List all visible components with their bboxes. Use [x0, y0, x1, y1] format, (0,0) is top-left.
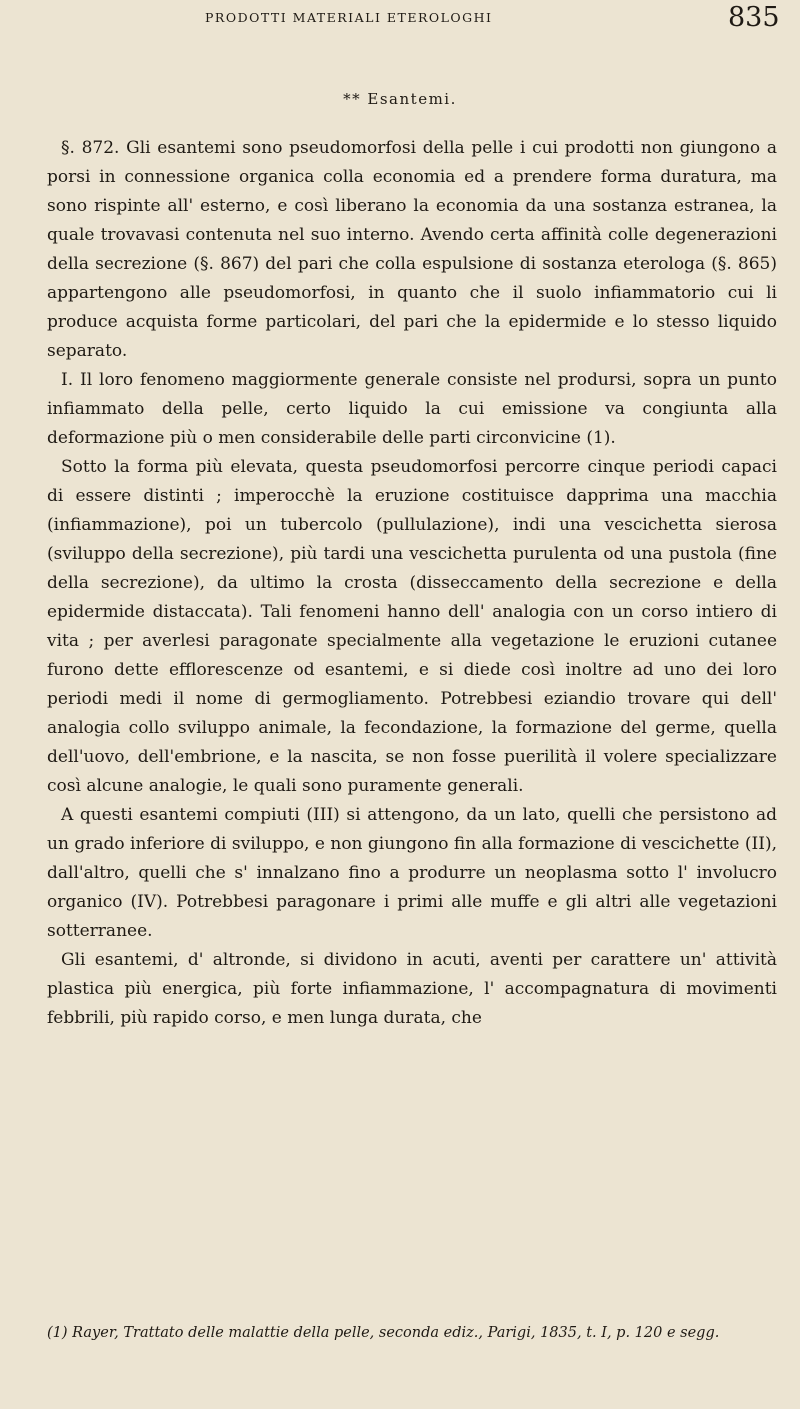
- paragraph-i: I. Il loro fenomeno maggiormente generale consiste nel prodursi, sopra un punto infiammato della pelle, certo liquido la cui emissione va congiunta alla deformazione più o men considerabile delle parti circonvicine (1).: [47, 370, 777, 448]
- section-heading: ** Esantemi.: [343, 90, 457, 108]
- running-head: PRODOTTI MATERIALI ETEROLOGHI: [205, 10, 493, 25]
- paragraph-872: §. 872. Gli esantemi sono pseudomorfosi della pelle i cui prodotti non giungono a porsi in connessione organica colla economia ed a prendere forma duratura, ma sono rispinte all' esterno, e così liberano la economia da una sostanza estranea, la quale trovavasi contenuta nel suo interno. Avendo certa affinità colle degenerazioni della secrezione (§. 867) del pari che colla espulsione di sostanza eterologa (§. 865) appartengono alle pseudomorfosi, in quanto che il suolo infiammatorio cui li produce acquista forme particolari, del pari che la epidermide e lo stesso liquido separato.: [47, 138, 777, 361]
- body-text: [47, 134, 777, 1033]
- paragraph-forma-elevata: Sotto la forma più elevata, questa pseudomorfosi percorre cinque periodi capaci di essere distinti ; imperocchè la eruzione costituisce dapprima una macchia (infiammazione), poi un tubercolo (pullulazione), indi una vescichetta sierosa (sviluppo della secrezione), più tardi una vescichetta purulenta od una pustola (fine della secrezione), da ultimo la crosta (disseccamento della secrezione e della epidermide distaccata). Tali fenomeni hanno dell' analogia con un corso intiero di vita ; per averlesi paragonate specialmente alla vegetazione le eruzioni cutanee furono dette efflorescenze od esantemi, e si diede così inoltre ad uno dei loro periodi medi il nome di germogliamento. Potrebbesi eziandio trovare qui dell' analogia collo sviluppo animale, la fecondazione, la formazione del germe, quella dell'uovo, dell'embrione, e la nascita, se non fosse puerilità il volere specializzare così alcune analogie, le quali sono puramente generali.: [47, 457, 777, 796]
- paragraph-acuti: Gli esantemi, d' altronde, si dividono in acuti, aventi per carattere un' attività plastica più energica, più forte infiammazione, l' accompagnatura di movimenti febbrili, più rapido corso, e men lunga durata, che: [47, 950, 777, 1028]
- page-number: 835: [728, 2, 780, 33]
- footnote: (1) Rayer, Trattato delle malattie della pelle, seconda ediz., Parigi, 1835, t. I, p. 120 e segg.: [47, 1325, 720, 1341]
- paragraph-esantemi-compiuti: A questi esantemi compiuti (III) si attengono, da un lato, quelli che persistono ad un grado inferiore di sviluppo, e non giungono fin alla formazione di vescichette (II), dall'altro, quelli che s' innalzano fino a produrre un neoplasma sotto l' involucro organico (IV). Potrebbesi paragonare i primi alle muffe e gli altri alle vegetazioni sotterranee.: [47, 805, 777, 941]
